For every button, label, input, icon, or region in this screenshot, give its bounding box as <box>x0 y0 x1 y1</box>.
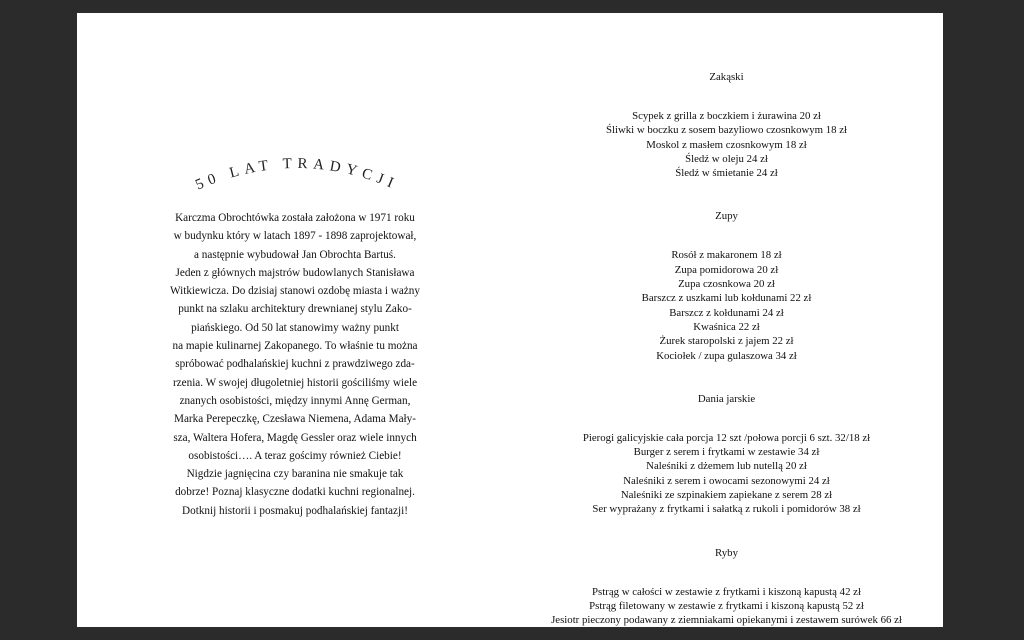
section-title: Dania jarskie <box>697 392 756 405</box>
menu-item: Zupa czosnkowa 20 zł <box>678 278 775 291</box>
section-title: Ryby <box>715 546 738 559</box>
menu-item: Pstrąg filetowany w zestawie z frytkami i kiszoną kapustą 52 zł <box>589 599 864 612</box>
history-title <box>167 133 427 203</box>
menu-item: Zupa pomidorowa 20 zł <box>674 263 779 276</box>
history-line: Witkiewicza. Do dzisiaj stanowi ozdobę miasta i ważny <box>170 285 420 298</box>
history-title-text: 50 LAT TRADYCJI <box>193 155 401 194</box>
history-line: piańskiego. Od 50 lat stanowimy ważny punkt <box>191 321 399 334</box>
menu-item: Naleśniki z serem i owocami sezonowymi 24 zł <box>623 474 830 487</box>
history-line: Jeden z głównych majstrów budowlanych Stanisława <box>175 266 415 279</box>
menu-item: Scypek z grilla z boczkiem i żurawina 20 zł <box>632 110 821 122</box>
history-line: Marka Perepeczkę, Czesława Niemena, Adama Mały- <box>174 413 416 426</box>
menu-page <box>510 13 943 627</box>
history-line: a następnie wybudował Jan Obrochta Bartuś. <box>194 248 396 261</box>
section-title: Zupy <box>715 210 738 223</box>
menu-item: Barszcz z kołdunami 24 zł <box>669 306 784 319</box>
history-line: sza, Waltera Hofera, Magdę Gessler oraz wiele innych <box>173 431 417 444</box>
history-paragraph <box>137 209 453 520</box>
menu-item: Śliwki w boczku z sosem bazyliowo czosnkowym 18 zł <box>605 124 848 137</box>
history-line: punkt na szlaku architektury drewnianej stylu Zako- <box>178 303 412 316</box>
history-line: znanych osobistości, między innymi Annę German, <box>179 394 411 407</box>
section-title: Zakąski <box>709 71 744 83</box>
menu-section-zakaski <box>510 68 943 180</box>
menu-item: Barszcz z uszkami lub kołdunami 22 zł <box>641 292 812 305</box>
history-line: dobrze! Poznaj klasyczne dodatki kuchni regionalnej. <box>175 486 415 499</box>
menu-item: Moskol z masłem czosnkowym 18 zł <box>646 138 807 151</box>
menu-section-zupy <box>510 207 943 362</box>
menu-item: Pierogi galicyjskie cała porcja 12 szt /połowa porcji 6 szt. 32/18 zł <box>582 431 871 444</box>
history-line: Dotknij historii i posmakuj podhalańskiej fantazji! <box>182 504 408 517</box>
menu-section-ryby <box>510 544 943 628</box>
menu-item: Naleśniki z dżemem lub nutellą 20 zł <box>646 460 807 473</box>
menu-item: Kwaśnica 22 zł <box>693 320 760 333</box>
menu-item: Pstrąg w całości w zestawie z frytkami i kiszoną kapustą 42 zł <box>592 585 861 598</box>
menu-item: Rosół z makaronem 18 zł <box>671 249 782 262</box>
history-page <box>77 13 510 627</box>
menu-item: Żurek staropolski z jajem 22 zł <box>659 335 794 348</box>
menu-spread <box>77 13 943 627</box>
svg-text:50 LAT TRADYCJI <box>193 156 400 194</box>
menu-item: Ser wyprażany z frytkami i sałatką z rukoli i pomidorów 38 zł <box>592 503 861 516</box>
history-line: osobistości…. A teraz gościmy również Ciebie! <box>188 449 402 462</box>
menu-item: Burger z serem i frytkami w zestawie 34 zł <box>633 446 820 459</box>
menu-item: Śledź w oleju 24 zł <box>685 152 768 165</box>
menu-section-dania-jarskie <box>510 390 943 517</box>
history-line: spróbować podhalańskiej kuchni z prawdziwego zda- <box>175 358 415 371</box>
history-line: na mapie kulinarnej Zakopanego. To właśnie tu można <box>172 340 418 353</box>
menu-item: Naleśniki ze szpinakiem zapiekane z serem 28 zł <box>620 489 833 502</box>
history-line: Nigdzie jagnięcina czy baranina nie smakuje tak <box>186 468 404 481</box>
menu-list <box>510 68 943 628</box>
history-line: Karczma Obrochtówka została założona w 1971 roku <box>175 212 415 224</box>
menu-item: Jesiotr pieczony podawany z ziemniakami opiekanymi i zestawem surówek 66 zł <box>551 614 902 627</box>
history-line: rzenia. W swojej długoletniej historii gościliśmy wiele <box>172 376 418 389</box>
menu-item: Kociołek / zupa gulaszowa 34 zł <box>656 349 797 362</box>
menu-item: Śledź w śmietanie 24 zł <box>675 167 778 180</box>
history-line: w budynku który w latach 1897 - 1898 zaprojektował, <box>173 230 417 243</box>
